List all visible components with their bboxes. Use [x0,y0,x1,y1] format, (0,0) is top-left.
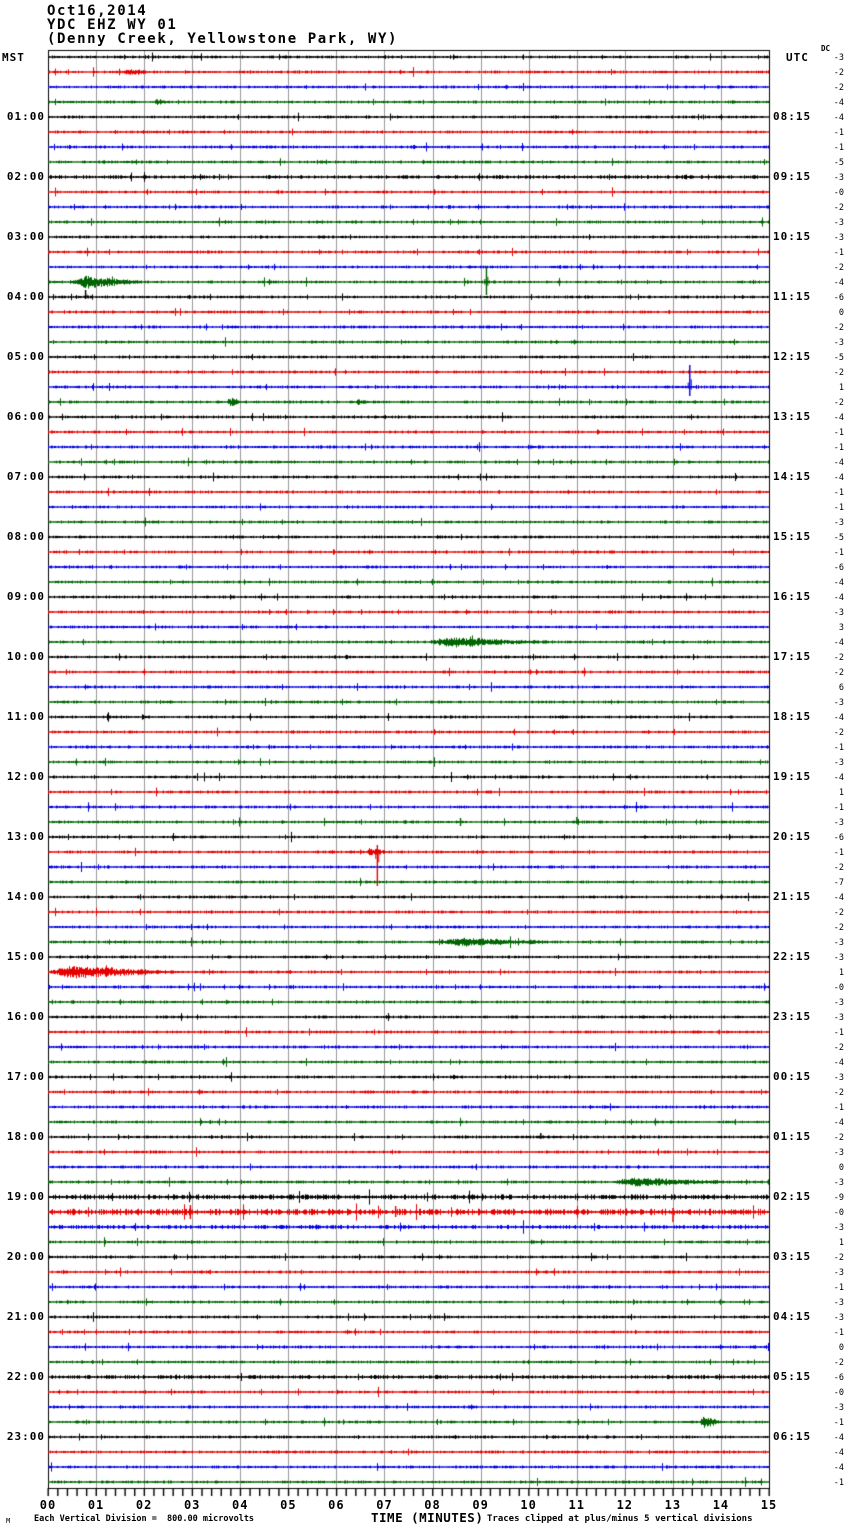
minute-tick-label: 14 [712,1498,730,1512]
utc-hour-label: 11:15 [773,290,812,303]
dc-offset-value: -4 [833,458,844,468]
dc-offset-value: -5 [833,533,844,543]
mst-axis-header: MST [2,51,25,64]
dc-offset-value: -9 [833,1193,844,1203]
utc-hour-label: 08:15 [773,110,812,123]
dc-offset-value: -1 [833,848,844,858]
mst-hour-label: 09:00 [6,590,45,603]
dc-offset-value: -3 [833,698,844,708]
dc-offset-value: 1 [838,968,844,978]
utc-hour-label: 01:15 [773,1130,812,1143]
utc-hour-label: 09:15 [773,170,812,183]
dc-offset-value: -2 [833,368,844,378]
dc-offset-value: -3 [833,938,844,948]
dc-offset-value: -1 [833,1103,844,1113]
mst-hour-label: 12:00 [6,770,45,783]
dc-offset-value: -1 [833,1418,844,1428]
station-title: YDC EHZ WY 01 [47,17,178,33]
minute-tick-label: 11 [568,1498,585,1512]
dc-offset-value: -1 [833,1478,844,1488]
dc-offset-value: -2 [833,1253,844,1263]
dc-offset-value: -1 [833,488,844,498]
dc-offset-value: -3 [833,173,844,183]
dc-offset-value: -2 [833,1133,844,1143]
dc-offset-value: 0 [838,1163,844,1173]
utc-hour-label: 17:15 [773,650,812,663]
mst-hour-label: 20:00 [6,1250,45,1263]
utc-hour-label: 20:15 [773,830,812,843]
dc-offset-value: -4 [833,1058,844,1068]
minute-tick-label: 06 [328,1498,345,1512]
minute-tick-label: 07 [376,1498,393,1512]
mst-hour-label: 01:00 [6,110,45,123]
dc-offset-value: -7 [833,878,844,888]
dc-offset-value: -2 [833,263,844,273]
utc-hour-label: 22:15 [773,950,812,963]
location-title: (Denny Creek, Yellowstone Park, WY) [47,31,399,47]
dc-offset-value: -1 [833,143,844,153]
dc-offset-value: -0 [833,983,844,993]
vertical-division-note: Each Vertical Division = 800.00 microvolts [34,1514,255,1524]
dc-offset-value: -3 [833,1073,844,1083]
dc-offset-value: 0 [838,308,844,318]
mst-hour-label: 23:00 [6,1430,45,1443]
dc-offset-value: -1 [833,128,844,138]
dc-offset-value: -4 [833,1448,844,1458]
dc-offset-value: -2 [833,728,844,738]
dc-offset-value: -4 [833,578,844,588]
dc-offset-value: -3 [833,233,844,243]
dc-offset-value: -3 [833,608,844,618]
mst-hour-label: 15:00 [6,950,45,963]
mst-hour-label: 22:00 [6,1370,45,1383]
mst-hour-label: 02:00 [6,170,45,183]
dc-offset-value: -4 [833,278,844,288]
dc-offset-value: -2 [833,83,844,93]
dc-offset-value: -3 [833,1013,844,1023]
dc-offset-value: -4 [833,113,844,123]
mst-hour-label: 05:00 [6,350,45,363]
utc-hour-label: 16:15 [773,590,812,603]
dc-offset-value: -2 [833,1088,844,1098]
minute-tick-label: 15 [760,1498,778,1512]
dc-offset-value: -3 [833,1268,844,1278]
dc-offset-value: -2 [833,923,844,933]
mst-hour-label: 03:00 [6,230,45,243]
dc-offset-value: -2 [833,908,844,918]
dc-offset-value: -4 [833,713,844,723]
minute-tick-label: 09 [472,1498,489,1512]
utc-hour-label: 14:15 [773,470,812,483]
dc-offset-value: -3 [833,1403,844,1413]
dc-offset-value: -3 [833,953,844,963]
mst-hour-label: 10:00 [6,650,45,663]
minute-tick-label: 03 [183,1498,201,1512]
utc-hour-label: 00:15 [773,1070,812,1083]
minute-tick-label: 10 [520,1498,537,1512]
mst-hour-label: 04:00 [6,290,45,303]
mst-hour-label: 14:00 [6,890,45,903]
utc-hour-label: 13:15 [773,410,812,423]
utc-hour-label: 15:15 [773,530,812,543]
utc-axis-header: UTC [786,51,809,64]
mst-hour-label: 16:00 [6,1010,45,1023]
dc-offset-value: -4 [833,1463,844,1473]
minute-tick-label: 08 [424,1498,441,1512]
minute-tick-label: 00 [39,1498,57,1512]
mst-hour-label: 18:00 [6,1130,45,1143]
dc-offset-value: -3 [833,1223,844,1233]
dc-offset-value: 0 [838,1343,844,1353]
mst-hour-label: 06:00 [6,410,45,423]
dc-offset-value: -0 [833,1388,844,1398]
x-axis-title: TIME (MINUTES) [371,1510,484,1525]
dc-offset-value: -5 [833,158,844,168]
dc-offset-value: -4 [833,638,844,648]
dc-offset-value: -3 [833,1148,844,1158]
dc-offset-value: -1 [833,1283,844,1293]
dc-offset-value: -3 [833,1178,844,1188]
dc-offset-value: 1 [838,1238,844,1248]
minute-tick-label: 02 [135,1498,153,1512]
mst-hour-label: 17:00 [6,1070,45,1083]
dc-offset-value: -6 [833,563,844,573]
mst-hour-label: 21:00 [6,1310,45,1323]
utc-hour-label: 12:15 [773,350,812,363]
dc-offset-value: -2 [833,68,844,78]
dc-offset-value: -1 [833,1028,844,1038]
dc-offset-value: -6 [833,293,844,303]
dc-offset-value: -3 [833,1313,844,1323]
dc-offset-value: -4 [833,893,844,903]
dc-offset-value: -5 [833,353,844,363]
dc-offset-value: 1 [838,383,844,393]
minute-tick-label: 05 [280,1498,297,1512]
minute-tick-label: 12 [616,1498,634,1512]
utc-hour-label: 03:15 [773,1250,812,1263]
utc-hour-label: 02:15 [773,1190,812,1203]
dc-offset-value: -2 [833,863,844,873]
dc-offset-value: -1 [833,803,844,813]
dc-offset-value: -4 [833,593,844,603]
mst-hour-label: 19:00 [6,1190,45,1203]
dc-offset-value: -2 [833,653,844,663]
dc-offset-value: -2 [833,323,844,333]
dc-offset-value: -6 [833,833,844,843]
utc-hour-label: 18:15 [773,710,812,723]
dc-offset-value: -3 [833,53,844,63]
dc-offset-value: -1 [833,743,844,753]
clipping-note: Traces clipped at plus/minus 5 vertical divisions [487,1514,753,1524]
dc-offset-value: 6 [838,683,844,693]
mst-hour-label: 07:00 [6,470,45,483]
dc-offset-value: -1 [833,443,844,453]
utc-hour-label: 21:15 [773,890,812,903]
date-title: Oct16,2014 [47,3,148,19]
dc-offset-value: -3 [833,338,844,348]
dc-offset-value: -2 [833,203,844,213]
dc-offset-value: -3 [833,218,844,228]
dc-offset-value: -1 [833,428,844,438]
dc-offset-value: -4 [833,413,844,423]
minute-tick-label: 04 [232,1498,249,1512]
dc-offset-value: -3 [833,998,844,1008]
minute-tick-label: 01 [87,1498,105,1512]
dc-offset-value: -3 [833,758,844,768]
footer-mark: M [6,1517,11,1525]
dc-offset-value: -1 [833,503,844,513]
dc-offset-value: -4 [833,1118,844,1128]
utc-hour-label: 04:15 [773,1310,812,1323]
utc-hour-label: 06:15 [773,1430,812,1443]
mst-hour-label: 11:00 [6,710,45,723]
dc-offset-value: -2 [833,1358,844,1368]
utc-hour-label: 19:15 [773,770,812,783]
dc-offset-value: -1 [833,548,844,558]
minute-tick-label: 13 [664,1498,682,1512]
utc-hour-label: 23:15 [773,1010,812,1023]
dc-offset-value: -3 [833,1298,844,1308]
utc-hour-label: 05:15 [773,1370,812,1383]
mst-hour-label: 08:00 [6,530,45,543]
dc-offset-value: 3 [838,623,844,633]
dc-offset-value: -4 [833,773,844,783]
dc-offset-value: -4 [833,1433,844,1443]
dc-offset-value: 1 [838,788,844,798]
dc-offset-header: DC [821,44,831,53]
utc-hour-label: 10:15 [773,230,812,243]
mst-hour-label: 13:00 [6,830,45,843]
dc-offset-value: -2 [833,668,844,678]
dc-offset-value: -6 [833,1373,844,1383]
dc-offset-value: -1 [833,1328,844,1338]
dc-offset-value: -0 [833,188,844,198]
dc-offset-value: -3 [833,518,844,528]
dc-offset-value: -4 [833,98,844,108]
dc-offset-value: -2 [833,1043,844,1053]
dc-offset-value: -3 [833,818,844,828]
dc-offset-value: -4 [833,473,844,483]
dc-offset-value: -1 [833,248,844,258]
dc-offset-value: -2 [833,398,844,408]
dc-offset-value: -0 [833,1208,844,1218]
